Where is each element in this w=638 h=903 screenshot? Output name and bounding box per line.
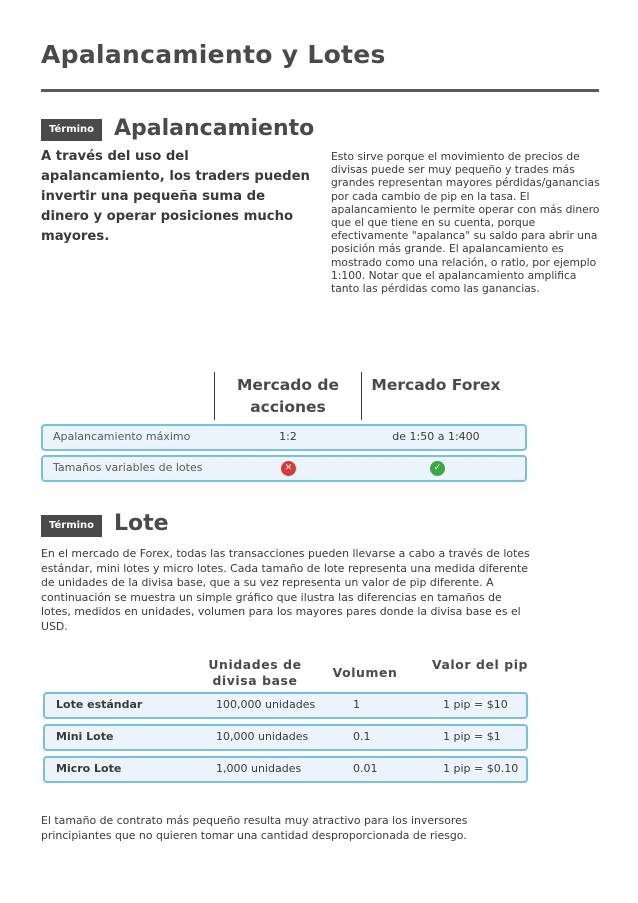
footer-note: El tamaño de contrato más pequeño resulta muy atractivo para los inversores principiantes que no quieren tomar una cantidad desproporcionada de riesgo. [41, 814, 468, 842]
row-label-mini-lote: Mini Lote [56, 730, 114, 743]
cell-forex-leverage: de 1:50 a 1:400 [392, 430, 480, 443]
page-title: Apalancamiento y Lotes [41, 40, 386, 69]
header-valor-pip: Valor del pip [431, 657, 529, 672]
row-label-tamanos-variables: Tamaños variables de lotes [53, 461, 203, 474]
cell-pip-value: 1 pip = $0.10 [443, 762, 519, 775]
cell-units: 10,000 unidades [216, 730, 309, 743]
header-mercado-forex: Mercado Forex [371, 376, 501, 394]
term-badge: Término [41, 119, 102, 141]
cell-pip-value: 1 pip = $10 [443, 698, 508, 711]
section-heading-lote: Lote [114, 511, 169, 536]
cross-icon: ✕ [281, 461, 296, 476]
lot-description: En el mercado de Forex, todas las transacciones pueden llevarse a cabo a través de lotes estándar, mini lotes y micro lotes. Cada tamaño de lote representa una medida diferente de unidades de la divisa base, que a su vez representa un valor de pip diferente. A continuación se muestra un simple gráfico que ilustra las diferencias en tamaños de lotes, medidos en unidades, volumen para los mayores pares donde la divisa base es el USD. [41, 547, 530, 633]
row-label-micro-lote: Micro Lote [56, 762, 122, 775]
cell-volume: 0.01 [353, 762, 378, 775]
row-label-apalancamiento-maximo: Apalancamiento máximo [53, 430, 191, 443]
header-mercado-acciones: Mercado de acciones [237, 376, 339, 416]
cell-pip-value: 1 pip = $1 [443, 730, 501, 743]
cell-volume: 1 [353, 698, 360, 711]
lead-paragraph: A través del uso del apalancamiento, los traders pueden invertir una pequeña suma de dinero y operar posiciones mucho mayores. [41, 149, 310, 244]
header-volumen: Volumen [332, 665, 398, 680]
column-divider [214, 372, 215, 420]
header-unidades: Unidades de divisa base [208, 657, 302, 688]
cell-units: 100,000 unidades [216, 698, 316, 711]
check-icon: ✓ [430, 461, 445, 476]
cell-volume: 0.1 [353, 730, 371, 743]
column-divider [361, 372, 362, 420]
leverage-description: Esto sirve porque el movimiento de precios de divisas puede ser muy pequeño y trades más grandes representan mayores pérdidas/ganancias por cada cambio de pip en la tasa. El apalancamiento le permite operar con más dinero que el que tiene en su cuenta, porque efectivamente "apalanca" su saldo para abrir una posición más grande. El apalancamiento es mostrado como una relación, o ratio, por ejemplo 1:100. Notar que el apalancamiento amplifica tanto las pérdidas como las ganancias. [331, 150, 600, 296]
row-label-lote-estandar: Lote estándar [56, 698, 143, 711]
cell-units: 1,000 unidades [216, 762, 302, 775]
section-heading-apalancamiento: Apalancamiento [114, 116, 315, 141]
title-divider [41, 89, 599, 92]
cell-stock-leverage: 1:2 [279, 430, 297, 443]
term-badge: Término [41, 515, 102, 537]
